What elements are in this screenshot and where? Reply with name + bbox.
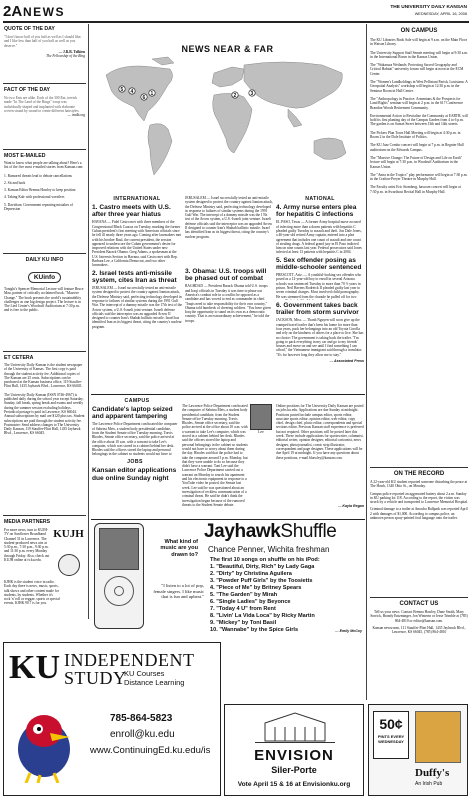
right-column-divider [366, 24, 367, 700]
page-number: 2A [3, 3, 23, 20]
right-column [370, 26, 468, 702]
quote-title: QUOTE OF THE DAY [4, 26, 55, 32]
news-body: BAGHDAD — President Barack Obama told U.S. troops and Iraqi officials in Tuesday it was time to phase out America's combat role in a conflict he opposed as a candidate and has vowed to end as commander in chief. "Iraqis need to take responsibility for their own country," Obama told hundreds of cheering soldiers. "You have given Iraq the opportunity to stand on its own as a democratic country. That is an extraordinary achievement," he told the troops. [185, 284, 271, 323]
song-item[interactable]: 6. "Single Ladies" by Beyonce [210, 599, 291, 605]
most-emailed-item[interactable]: 4. Taking Kalr with professional wrestlers [4, 195, 65, 200]
contact-us [370, 598, 468, 634]
song-item[interactable]: 4. "Piece of Me" by Britney Spears [210, 585, 302, 591]
song-item[interactable]: 5. "The Garden" by Mirah [210, 592, 278, 598]
column-divider [88, 24, 89, 619]
news-headline[interactable]: Kansan editor applications due online Sunday night [92, 467, 177, 482]
most-emailed-title: MOST E-MAILED [4, 153, 46, 159]
news-map [92, 44, 363, 192]
jayhawk-mascot-icon [10, 699, 80, 783]
international-column [92, 196, 182, 392]
duffys-name: Duffy's [415, 767, 450, 779]
fact-of-the-day [3, 84, 86, 150]
most-emailed-item[interactable]: 5. Davidson: Government repeating mistakes of Depression [4, 202, 73, 212]
song-item[interactable]: 2. "Dirty" by Christina Aguilera [210, 571, 292, 577]
news-body: JACKSON, Miss. — Thanh Nguyen will soon give up the cramped travel trailer that's been his home for more than four years, pack her belongings into an old Toyota Corolla and rely on the kindness of others for a place to live. She has no choice: The government is taking back the trailer. "I'm going to pack everything in my car and go to my friends' houses and move on and see until I find something I can afford," the Vietnamese immigrant said through a translator. "It's for however long they allow me to stay." [276, 318, 364, 357]
event-item[interactable]: The "Anna in the Tropics" play performance will begin at 7:30 p.m. in the Crafton-Preyer Theatre in Murphy Hall. [370, 172, 468, 182]
quote-of-the-day [3, 24, 86, 84]
shuffle-credit: — Emily McCoy [335, 629, 362, 633]
news-headline[interactable]: 5. Sex offender posing as middle-schooler sentenced [276, 256, 362, 271]
on-record-title: ON THE RECORD [393, 471, 445, 477]
kujh-text: For more news, turn to KUJH-TV on Sunflower Broadband Channel 31 in Lawrence. The student-produced news airs at 5:30 p.m., 7:30 p.m., 9:30 p.m. and 11:30 p.m. every Monday through Friday. Also, check out KUJH online at tv.ku.edu. [4, 528, 50, 563]
news-body: The Lawrence Police Department confiscated the computer of Sabrina Meis, a student body presidential candidate, from the Student Senate office Tuesday morning. Travis Rhodes, Senate office secretary, said the police arrived at the office about 10 a.m. with a warrant to take Lee's computer, which was stored in a cabinet behind her desk. Rhodes said the officers stored the laptop and personal belongings in the cabinet so students would not have to [92, 422, 178, 457]
song-item[interactable]: 1. "Beautiful, Dirty, Rich" by Lady Gaga [210, 564, 315, 570]
section-name: NEWS [23, 5, 65, 19]
contact-title: CONTACT US [399, 601, 439, 607]
duffys-ad[interactable] [368, 704, 468, 796]
svg-text:6: 6 [142, 95, 146, 101]
map-title: NEWS NEAR & FAR [181, 44, 274, 54]
envision-vote: Vote April 15 & 16 at Envisionku.org [237, 781, 351, 788]
event-item[interactable]: The KU Libraries Book Sale will begin at 9 a.m. on the Main Floor in Watson Library. [370, 38, 467, 47]
event-item[interactable]: The Pickers Plan Town Hall Meeting will begin at 4:30 p.m. in Room 2 in the Dole Institute of Politics. [370, 130, 461, 140]
record-item: Criminal damage to a trailer at Amacha Ballpark was reported April 2 with damages of $1,000. According to campus police, an unknown person spray-painted foul language onto the trailer. [370, 507, 468, 521]
et-cetera-text: The University Daily Kansan is the student newspaper of the University of Kansas. The first copy is paid through the student activity fee. Additional copies of The Kansan are 25 cents. Subscriptions can be purchased at the Kansan business office, 119 Stauffer-Flint Hall, 1435 Jayhawk Blvd., Lawrence, KS 66045. [4, 363, 83, 389]
most-emailed-item[interactable]: 2. Sit and back [4, 180, 26, 185]
quote-source: The Fellowship of the Ring [46, 54, 85, 59]
news-headline[interactable]: 1. Castro meets with U.S. after three year hiatus [92, 204, 171, 219]
ku-info-text: Tonight's Spencer Memorial Lecture will feature Bruce Mau, partner of critically acclaimed book, "Massive Change." The book presents the world's sustainability challenges as one big design project. The lecture is in The Lied Center's Woodruff Auditorium at 7:30 p.m. and is free to the public. [4, 287, 84, 313]
envision-ad[interactable] [224, 704, 364, 796]
ku-info-logo: KUinfo [4, 266, 85, 284]
beer-glass-icon [415, 711, 461, 763]
shuffle-list-title: The first 10 songs on shuffle on his iPod: [210, 557, 320, 563]
song-item[interactable]: 10. "Wannabe" by the Spice Girls [210, 627, 299, 633]
section-rule [91, 519, 365, 520]
envision-sub: Siler-Porte [271, 765, 317, 775]
international-header: INTERNATIONAL [113, 196, 161, 202]
svg-text:1: 1 [150, 91, 154, 97]
shuffle-song-list [210, 564, 360, 634]
event-item[interactable]: The Faculty artist Eric Stomberg, bassoon concert will begin at 7:30 p.m. in Swarthout Recital Hall in Murphy Hall. [370, 185, 461, 194]
national-header: NATIONAL [305, 196, 335, 202]
news-body: EL PASO, Texas — A former Army hospital nurse accused of infecting more than a dozen patients with hepatitis C pleaded guilty Tuesday to assault and theft. Jon Dale Jones, a 46-year-old retired Army captain, entered into a plea agreement that includes one count of assault and one count of stealing drugs. A federal grand jury in El Paso indicted him on nine counts last year. Federal prosecutors said Jones infected at least 13 patients with hepatitis C in 2004. [276, 220, 362, 255]
campus-section [92, 398, 364, 516]
event-item[interactable]: The "Massive Change: The Future of Design and Life on Earth" lecture will begin at 7:30 p.m. in Woodruff Auditorium in the Kansas Union. [370, 155, 463, 169]
most-emailed [3, 150, 86, 254]
ku-logo: KU [9, 649, 60, 686]
pint-badge: 50¢ PINTS EVERY WEDNESDAY [373, 711, 409, 759]
contact-address: Kansan newsroom, 111 Stauffer-Flint Hall, 1435 Jayhawk Blvd., Lawrence, KS 66045, (785) 864-4810 [372, 625, 466, 635]
news-headline[interactable]: Candidate's laptop seized and apparent tampering [92, 406, 173, 421]
news-body: The Lawrence Police Department confiscated the computer of Sabrina Meis, a student body presidential candidate, from the Student Senate office Tuesday morning. Travis Rhodes, Senate office secretary, said the police arrived at the office about 10 a.m. with a warrant to take Lee's computer, which was stored in a cabinet behind her desk. Rhodes said the officers stored the laptop and personal belongings in the cabinet so students would not have to worry about them during the day. Rhodes said that the police had to take the computer around 3 p.m. Monday, but that they were unable to do so because they didn't have a warrant. Toni Lee said the Lawrence Police Department carried out a warrant on Monday to search his apartment and his electronic equipment in response to a YouTube video he posted, the Senate last week. Lee said he was questioned about an investigation of reckless communication of a criminal threat. He said he didn't think the investigation began because of the rumored threats to the Student Senate debate. [182, 404, 248, 507]
most-emailed-intro: Want to know what people are talking about? Here's a list of the five most e-mailed stories from Kansan.com: [4, 161, 84, 170]
building-icon [255, 709, 335, 743]
paper-name: THE UNIVERSITY DAILY KANSAN [390, 5, 467, 10]
event-item[interactable]: Environmental Action to Revitalize the Community at EARTH, will hold its first planting day of the Campus Garden from 4 to 6 p.m. The garden is on Sunset Street between 13th and 14th streets. [370, 113, 468, 127]
issue-date: WEDNESDAY, APRIL 16, 2008 [414, 12, 467, 16]
jobs-header: JOBS [127, 459, 143, 466]
event-item[interactable]: The University Support Staff Senate meeting will begin at 9:30 a.m. in the International Room in the Kansas Union. [370, 50, 468, 59]
on-campus [370, 28, 468, 468]
news-body: Online positions for The University Daily Kansan are posted on jobs.ku.edu. Applications are due Sunday at midnight. Positions posted include campus editor, sports editor, associate sports editor, opinion editor, web editor, copy chief, design chief, photo editor, correspondents and special sections editor. Previous Kansan staff experience is preferred but not required. Other positions will be posted later this week. These include applications for sportswriter, columnist, editorial writer, opinion designer, editorial cartoonist, news designer, photojournalist, comic strip illustrator, correspondent and page designer. These applications will be due April 19 at midnight. If you have any questions about these positions, e-mail bhawley@kansan.com. [276, 404, 364, 460]
record-item: Campus police reported an aggravated battery about 2 a.m. Sunday in KU parking lot 118. According to the report, the victim was struck by a vehicle and transported to Lawrence Memorial Hospital. [370, 491, 468, 505]
fact-title: FACT OF THE DAY [4, 87, 50, 93]
envision-name: ENVISION [254, 747, 334, 764]
news-body: PRESCOTT, Ariz. — A youthful-looking sex offender who posed as a 12-year-old boy to enroll in several Arizona schools was sentenced Tuesday to more than 70 ½ years in prison. Neil Havens Rodreick II pleaded guilty last year to seven criminal charges. Most involved child pornography. He was stemmed from the charade he pulled off for two [276, 273, 362, 299]
on-the-record [370, 468, 468, 598]
reporter-photo: Lee [250, 404, 272, 434]
duffys-sub: An Irish Pub [415, 781, 443, 787]
campus-header: CAMPUS [124, 398, 150, 404]
song-item[interactable]: 7. "Today 4 U" from Rent [210, 606, 276, 612]
shuffle-quote: "I listen to a lot of pop, female singers. I like music that is fun and upbeat." [153, 583, 204, 600]
event-item[interactable]: The KU Jazz Combo concert will begin at 7 p.m. in Regnier Hall auditorium on the Edwards Campus. [370, 143, 464, 152]
kujh-logo: KUJH [52, 528, 85, 576]
news-credit: — Kayla Regan [337, 504, 364, 508]
shuffle-title: JayhawkShuffle [204, 521, 337, 542]
contact-text: Tell us your news. Contact Brenna Hawley, Dane Smith, Mary Sorrick, Brandy Entzminger, Jon Wintertn or Jesse Trimble at (785) 864-4810 or editor@kansan.com. [370, 610, 468, 623]
event-item[interactable]: The "Wakaruza Wetlands: Protecting Sacred Geography and Critical Habitat" university forum will begin at noon in the ECM Center. [370, 63, 464, 76]
svg-text:4: 4 [130, 89, 134, 95]
et-cetera [3, 352, 86, 516]
ku-ad-phone[interactable]: 785-864-5823 [110, 713, 173, 724]
news-body: JERUSALEM — Israel successfully tested an anti-missile system designed to protect the country against Iranian attack, the Defense Ministry said, perfecting technology developed in response to failures of similar systems during the 1991 Gulf War. The intercept of a dummy missile was the 17th test of the Arrow system, a U.S.-Israeli joint venture. Israeli defense officials said the interceptor was an upgraded Arrow II designed to counter Iran's Shahab ballistic missile. Israel has identified Iran as its biggest threat, citing the country's nuclear program. [92, 286, 182, 329]
section-rule [91, 394, 365, 395]
event-item[interactable]: The "Anthropology in Practice: Armenians & the Prospects for Land Rights" seminar will begin at 2 p.m. in the 617 Conference Brandon Woods Retirement Community. [370, 96, 463, 110]
news-headline[interactable]: 4. Army nurse enters plea for hepatitis C infections [276, 204, 357, 219]
on-campus-title: ON CAMPUS [400, 28, 438, 34]
shuffle-subtitle: Chance Penner, Wichita freshman [208, 545, 330, 554]
svg-text:2: 2 [233, 93, 237, 99]
international-column-2 [185, 196, 273, 392]
shuffle-prompt: What kind of music are you drawn to? [160, 539, 198, 558]
ipod-graphic [94, 523, 144, 629]
record-item: A 22-year-old KU student reported someone disturbing the peace at The Hawk, 1340 Ohio St., on Monday. [370, 480, 468, 489]
national-item-6 [276, 300, 364, 392]
most-emailed-item[interactable]: 1. Rumored threats lead to debate cancellations [4, 173, 72, 178]
world-map [92, 55, 363, 191]
ku-ad-email[interactable]: enroll@ku.edu [110, 729, 175, 740]
song-item[interactable]: 3. "Powder Puff Girls" by the Toosietts [210, 578, 313, 584]
news-headline[interactable]: 3. Obama: U.S. troops will be phased out of combat [185, 268, 267, 283]
masthead-rule [3, 21, 469, 23]
ku-ad-sub: KU Courses Distance Learning [124, 669, 185, 687]
svg-text:3: 3 [250, 91, 254, 97]
news-credit: — Associated Press [329, 359, 364, 364]
song-item[interactable]: 8. "Livin' La Vida Loca" by Ricky Martin [210, 613, 315, 619]
news-body: HAVANA — Fidel Castro met with three members of the Congressional Black Caucus on Tuesday, marking the former Cuban president's first meeting with American officials since he fell ill nearly three years ago. Coming after lawmakers met with his brother Raul, the current president, the session appeared to underscore the Cuban government's desire for improved relations with the United States under new President Barack Obama. Greg Adams, a spokesman at the U.S. Interests Section in Havana, said Castro met with Rep. Barbara Lee, a California Democrat, and two other lawmakers. [92, 220, 182, 268]
et-cetera-title: ET CETERA [4, 355, 34, 361]
ku-info-title: DAILY KU INFO [25, 257, 64, 263]
quote-text: "I don't know half of you half as well as I should like; and I like less than half of you half as well as you deserve." [4, 35, 82, 48]
news-headline[interactable]: 6. Government takes back trailer from storm survivor [276, 302, 359, 317]
quote-attribution: — J.R.R. Tolkien [58, 49, 85, 54]
event-item[interactable]: The "Women's Landholdings in West Pellistani Parish, Louisiana: A Geospatial Analysis" workshop will begin at 12:30 p.m. in the Seminar Room in Hall Center. [370, 80, 468, 93]
song-item[interactable]: 9. "Mickey" by Toni Basil [210, 620, 277, 626]
fact-text: No two Ents are alike. Each of the 300 Ent, treeish made "In The Land of the Rings" troop was individually shaped and implanted with elaborate woven strand by strand to create different hairstyles. [4, 96, 80, 113]
media-partners-title: MEDIA PARTNERS [4, 519, 51, 525]
most-emailed-item[interactable]: 3. Kansan Editor Brenna Hawley to keep position [4, 188, 76, 193]
jayhawk-shuffle [92, 521, 368, 639]
ku-ad-headline: INDEPENDENT STUDY [64, 650, 195, 688]
kjhk-text: KJHK is the student voice in radio. Each day there is news, music, sports, talk shows and other content made for students, by students. Whether it's rock 'n' roll or reggae, sports or special events, KJHK 90.7 is for you. [4, 580, 60, 606]
ku-independent-study-ad[interactable] [3, 642, 221, 796]
svg-text:5: 5 [120, 87, 124, 93]
daily-ku-info [3, 254, 86, 352]
fact-source: — imdb.org [67, 113, 85, 118]
news-headline[interactable]: 2. Israel tests anti-missile system, cites Iran as threat [92, 269, 177, 284]
ku-ad-web[interactable]: www.ContinuingEd.ku.edu/is [90, 745, 211, 756]
news-body-continued: JERUSALEM — Israel successfully tested an anti-missile system designed to protect the country against Iranian attack, the Defense Ministry said, perfecting technology developed in response to failures of similar systems during the 1991 Gulf War. The intercept of a dummy missile was the 17th test of the Arrow system, a U.S.-Israeli joint venture. Israeli defense officials said the interceptor was an upgraded Arrow II designed to counter Iran's Shahab ballistic missile. Israel has identified Iran as its biggest threat, citing the country's nuclear program. [185, 196, 273, 239]
et-cetera-text: The University Daily Kansan (ISSN 0746-4967) is published daily during the school year except Saturday, Sunday, fall break, spring break and exams and weekly during the summer session excluding holidays. Periodical postage is paid in Lawrence, KS 66044. Annual subscriptions by mail are $120 plus tax. Student subscriptions are paid through the student activity fee. Postmaster: Send address changes to The University Daily Kansan, 119 Stauffer-Flint Hall, 1435 Jayhawk Blvd., Lawrence, KS 66045. [4, 392, 85, 436]
